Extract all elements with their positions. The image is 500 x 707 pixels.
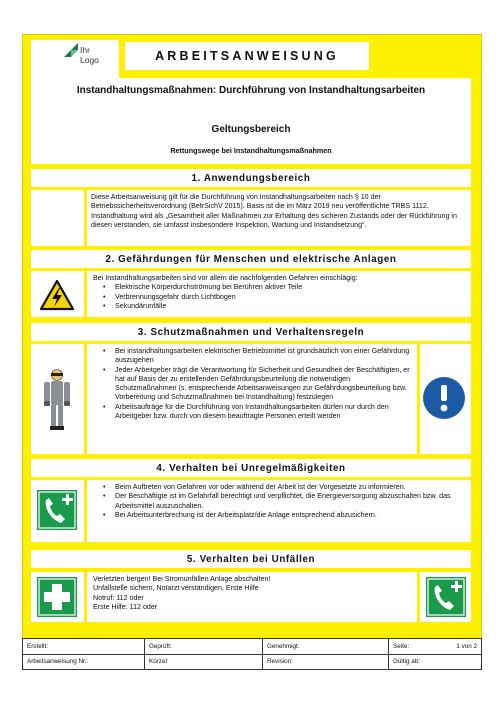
section-4-icon-area [31,480,84,542]
section-1-heading: 1. Anwendungsbereich [31,169,471,187]
section-4-list [93,483,465,520]
section-5-line: Unfallstelle sichern, Notarzt verständigen, Erste Hilfe [93,584,259,593]
footer-gueltig-ab: Gültig ab: [393,658,420,665]
section-2-heading: 2. Gefährdungen für Menschen und elektrische Anlagen [31,250,471,268]
section-1-text: Diese Arbeitsanweisung gilt für die Durchführung von Instandhaltungsarbeiten nach § 10 der Betriebssicherheitsverordnung (BetrSichV 2015). Basis ist die im März 2019 neu veröffentlichte TRBS 1112. Instandhaltung wird als „Gesamtheit aller Maßnahmen zur Erhaltung des sicheren Zustands oder der Rückführung in diesen verstanden, sie umfasst insbesondere Inspektion, Wartung und Instandsetzung“. [91,193,457,229]
footer-seite-cell [389,639,483,654]
electrical-hazard-icon [39,279,75,311]
footer-seite-value: 1 von 2 [456,643,477,650]
section-5-line: Verletzten bergen! Bei Stromunfällen Anlage abschalten! [93,575,271,583]
section-3-side-area [420,344,471,454]
first-aid-icon [37,577,77,617]
section-5-side-area [420,572,471,622]
scope-heading: Geltungsbereich [211,124,291,135]
list-item: • Bei Arbeitsunterbrechung ist der Arbeitsplatz/die Anlage entsprechend abzusichern. [93,511,465,520]
footer-seite: Seite: [393,643,410,650]
section-4-heading: 4. Verhalten bei Unregelmäßigkeiten [31,459,471,477]
list-item: • Der Beschäftigte ist im Gefahrfall berechtigt und verpflichtet, die Energieversorgung abzuschalten bzw. das Arbeitsmittel auszuschalten. [93,492,465,511]
info-box [31,78,471,164]
footer-erstellt: Erstellt: [23,639,145,654]
section-1-body [87,190,471,246]
section-5-line: Notruf: 112 oder [93,593,144,602]
scope-text: Rettungswege bei Instandhaltungsmaßnahmen [170,146,332,155]
section-3-body [87,344,417,454]
logo-mark-icon [64,43,78,57]
section-4-body [87,480,471,542]
title-box [125,42,369,70]
mandatory-info-icon [422,376,466,420]
section-2-body [87,271,471,317]
list-item: • Beim Auftreten von Gefahren vor oder während der Arbeit ist der Vorgesetzte zu informieren. [93,483,465,492]
list-item: • Verbrennungsgefahr durch Lichtbogen [93,293,465,302]
footer-kuerzel: Kürzel: [145,654,263,669]
document-title: ARBEITSANWEISUNG [155,49,339,63]
section-2-icon-area [31,271,84,317]
list-item: • Jeder Arbeitgeber trägt die Verantwortung für Sicherheit und Gesundheit der Beschäftigten, er hat auf Basis der zu erstellenden Gefährdungsbeurteilung die notwendigen Schutzmaßnahmen (s. entsprechende Arbeitsanweisungen zur Gefährdungsbeurteilung bzw. Vorbereitung und Schutzmaßnahmen bei Instandhaltung) festzulegen [93,366,411,403]
emergency-phone-icon [426,577,466,617]
footer-table [22,638,482,670]
list-item: • Arbeitsaufträge für die Durchführung von Instandhaltungsarbeiten dürfen nur durch den Arbeitgeber bzw. durch von diesem beauftragte Personen erteilt werden [93,403,411,422]
logo-line-1: Ihr [80,45,90,55]
section-3-list [93,347,411,421]
list-item: • Sekundärunfälle [93,302,465,311]
section-3-heading: 3. Schutzmaßnahmen und Verhaltensregeln [31,323,471,341]
footer-row [23,654,481,670]
section-3-icon-area [31,344,84,454]
section-2-intro: Bei Instandhaltungsarbeiten sind vor allem die nachfolgenden Gefahren einschlägig: [93,274,358,282]
section-5-heading: 5. Verhalten bei Unfällen [31,550,471,568]
document-subtitle: Instandhaltungsmaßnahmen: Durchführung von Instandhaltungsarbeiten [76,85,426,96]
logo [31,40,119,78]
list-item: • Elektrische Körperdurchströmung bei Berühren aktiver Teile [93,283,465,292]
section-5-icon-area [31,572,84,622]
section-5-body [87,572,417,622]
protective-suit-icon [41,368,73,432]
section-1-icon-area [31,190,84,246]
logo-text [80,45,99,65]
list-item: • Bei instandhaltungsarbeiten elektrischer Betriebsmittel ist grundsätzlich von einer Gefährdung auszugehen [93,347,411,366]
footer-row [23,639,481,655]
footer-genehmigt: Genehmigt: [263,639,389,654]
footer-arbeitsanweisung-nr: Arbeitsanweisung Nr.: [23,654,145,669]
section-5-line: Erste Hilfe: 112 oder [93,602,158,611]
footer-revision: Revision: [263,654,389,669]
footer-geprueft: Geprüft: [145,639,263,654]
emergency-phone-icon [37,490,77,530]
section-2-list [93,283,465,311]
logo-line-2: Logo [80,55,99,65]
